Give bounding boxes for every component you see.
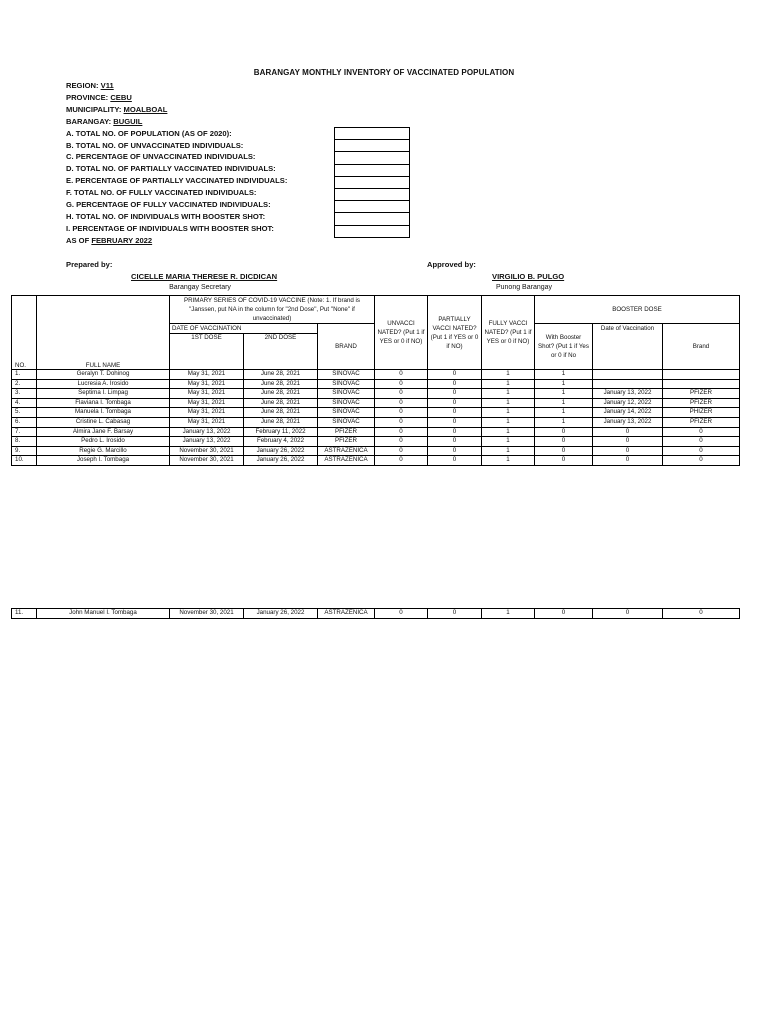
table-row [12, 446, 740, 456]
full-name-cell: John Manuel I. Tombaga [37, 609, 170, 619]
header-no: NO. [12, 296, 37, 370]
booster-date-cell: 0 [593, 456, 663, 466]
approved-by-label: Approved by: [427, 260, 476, 269]
fully-vaccinated-flag-cell: 1 [482, 389, 535, 399]
full-name-cell: Manuela I. Tombaga [37, 408, 170, 418]
inventory-table [11, 295, 740, 466]
partially-vaccinated-flag-cell: 0 [428, 370, 482, 380]
booster-flag-cell: 0 [535, 437, 593, 447]
fully-vaccinated-flag-cell: 1 [482, 446, 535, 456]
header-second-dose: 2ND DOSE [244, 334, 318, 370]
header-with-booster: With Booster Shot? (Put 1 if Yes or 0 if No [535, 324, 593, 370]
booster-flag-cell: 0 [535, 456, 593, 466]
second-dose-date-cell: February 11, 2022 [244, 427, 318, 437]
second-dose-date-cell: February 4, 2022 [244, 437, 318, 447]
table-row [12, 456, 740, 466]
partially-vaccinated-flag-cell: 0 [428, 408, 482, 418]
summary-item: A. TOTAL NO. OF POPULATION (AS OF 2020): [66, 128, 232, 138]
header-full-name: FULL NAME [37, 296, 170, 370]
municipality-value: MOALBOAL [123, 104, 168, 114]
booster-flag-cell: 1 [535, 408, 593, 418]
booster-brand-cell: 0 [663, 427, 740, 437]
unvaccinated-flag-cell: 0 [375, 609, 428, 619]
summary-value-box[interactable] [334, 127, 410, 139]
unvaccinated-flag-cell: 0 [375, 379, 428, 389]
summary-item: D. TOTAL NO. OF PARTIALLY VACCINATED INDIVIDUALS: [66, 164, 276, 174]
table-row [12, 408, 740, 418]
preparer-name: CICELLE MARIA THERESE R. DICDICAN [131, 272, 278, 281]
first-dose-date-cell: May 31, 2021 [170, 398, 244, 408]
booster-date-cell: January 12, 2022 [593, 398, 663, 408]
row-number-cell: 11. [12, 609, 37, 619]
fully-vaccinated-flag-cell: 1 [482, 427, 535, 437]
vaccine-brand-cell: ASTRAZENICA [318, 456, 375, 466]
summary-item: E. PERCENTAGE OF PARTIALLY VACCINATED INDIVIDUALS: [66, 176, 288, 186]
as-of-label: AS OF [66, 235, 90, 245]
booster-date-cell: January 13, 2022 [593, 389, 663, 399]
fully-vaccinated-flag-cell: 1 [482, 379, 535, 389]
header-brand: BRAND [318, 324, 375, 370]
full-name-cell: Joseph I. Tombaga [37, 456, 170, 466]
table-row [12, 609, 740, 619]
table-row [12, 370, 740, 380]
document-title: BARANGAY MONTHLY INVENTORY OF VACCINATED POPULATION [253, 68, 515, 77]
region-label: REGION: [66, 81, 99, 90]
as-of-line [66, 235, 287, 247]
second-dose-date-cell: June 28, 2021 [244, 379, 318, 389]
summary-item: C. PERCENTAGE OF UNVACCINATED INDIVIDUALS: [66, 152, 256, 162]
partially-vaccinated-flag-cell: 0 [428, 456, 482, 466]
booster-date-cell: 0 [593, 427, 663, 437]
fully-vaccinated-flag-cell: 1 [482, 408, 535, 418]
booster-flag-cell: 0 [535, 427, 593, 437]
inventory-rows [12, 370, 740, 466]
booster-brand-cell: PFIZER [663, 389, 740, 399]
summary-item: B. TOTAL NO. OF UNVACCINATED INDIVIDUALS: [66, 140, 244, 150]
unvaccinated-flag-cell: 0 [375, 437, 428, 447]
summary-value-boxes [334, 127, 410, 238]
inventory-rows-continued [12, 609, 740, 619]
row-number-cell: 3. [12, 389, 37, 399]
vaccine-brand-cell: SINOVAC [318, 389, 375, 399]
row-number-cell: 4. [12, 398, 37, 408]
full-name-cell: Pedro L. Irosido [37, 437, 170, 447]
unvaccinated-flag-cell: 0 [375, 398, 428, 408]
table-row [12, 437, 740, 447]
as-of-value: FEBRUARY 2022 [91, 235, 153, 245]
vaccine-brand-cell: SINOVAC [318, 408, 375, 418]
header-booster-dose: BOOSTER DOSE [535, 296, 740, 324]
approver-title: Punong Barangay [495, 284, 553, 291]
table-row [12, 427, 740, 437]
header-partially-vaccinated: PARTIALLY VACCI NATED? (Put 1 if YES or 0 if NO) [428, 296, 482, 370]
fully-vaccinated-flag-cell: 1 [482, 370, 535, 380]
booster-brand-cell: 0 [663, 456, 740, 466]
booster-date-cell [593, 370, 663, 380]
booster-date-cell: January 14, 2022 [593, 408, 663, 418]
fully-vaccinated-flag-cell: 1 [482, 437, 535, 447]
header-fully-vaccinated: FULLY VACCI NATED? (Put 1 if YES or 0 if NO) [482, 296, 535, 370]
province-line [66, 92, 287, 104]
header-booster-brand: Brand [663, 324, 740, 370]
first-dose-date-cell: May 31, 2021 [170, 389, 244, 399]
vaccine-brand-cell: SINOVAC [318, 398, 375, 408]
barangay-value: BUGUIL [113, 116, 143, 126]
header-booster-date: Date of Vaccination [593, 324, 663, 370]
unvaccinated-flag-cell: 0 [375, 417, 428, 427]
summary-value-box[interactable] [334, 188, 410, 200]
partially-vaccinated-flag-cell: 0 [428, 417, 482, 427]
location-block [66, 80, 287, 247]
first-dose-date-cell: May 31, 2021 [170, 417, 244, 427]
second-dose-date-cell: January 26, 2022 [244, 609, 318, 619]
summary-value-box[interactable] [334, 200, 410, 212]
vaccine-brand-cell: ASTRAZENICA [318, 446, 375, 456]
summary-value-box[interactable] [334, 164, 410, 176]
province-value: CEBU [110, 92, 132, 102]
booster-flag-cell: 0 [535, 446, 593, 456]
fully-vaccinated-flag-cell: 1 [482, 456, 535, 466]
approver-name: VIRGILIO B. PULGO [492, 272, 565, 281]
booster-brand-cell [663, 379, 740, 389]
municipality-line [66, 104, 287, 116]
first-dose-date-cell: November 30, 2021 [170, 446, 244, 456]
header-date-of-vaccination: DATE OF VACCINATION [170, 324, 318, 334]
partially-vaccinated-flag-cell: 0 [428, 427, 482, 437]
summary-value-box[interactable] [334, 151, 410, 163]
province-label: PROVINCE: [66, 92, 109, 102]
second-dose-date-cell: June 28, 2021 [244, 398, 318, 408]
second-dose-date-cell: June 28, 2021 [244, 408, 318, 418]
full-name-cell: Geralyn T. Dohinog [37, 370, 170, 380]
partially-vaccinated-flag-cell: 0 [428, 398, 482, 408]
row-number-cell: 10. [12, 456, 37, 466]
summary-value-box[interactable] [334, 176, 410, 188]
booster-flag-cell: 1 [535, 370, 593, 380]
fully-vaccinated-flag-cell: 1 [482, 609, 535, 619]
booster-brand-cell: 0 [663, 609, 740, 619]
second-dose-date-cell: June 28, 2021 [244, 417, 318, 427]
summary-item: H. TOTAL NO. OF INDIVIDUALS WITH BOOSTER SHOT: [66, 211, 266, 221]
header-unvaccinated: UNVACCI NATED? (Put 1 if YES or 0 if NO) [375, 296, 428, 370]
booster-flag-cell: 0 [535, 609, 593, 619]
table-row [12, 389, 740, 399]
row-number-cell: 8. [12, 437, 37, 447]
vaccine-brand-cell: PFIZER [318, 437, 375, 447]
summary-item: I. PERCENTAGE OF INDIVIDUALS WITH BOOSTER SHOT: [66, 223, 274, 233]
second-dose-date-cell: June 28, 2021 [244, 370, 318, 380]
row-number-cell: 9. [12, 446, 37, 456]
first-dose-date-cell: January 13, 2022 [170, 427, 244, 437]
vaccine-brand-cell: ASTRAZENICA [318, 609, 375, 619]
booster-brand-cell: 0 [663, 437, 740, 447]
row-number-cell: 7. [12, 427, 37, 437]
region-line [66, 80, 287, 92]
booster-date-cell: 0 [593, 446, 663, 456]
municipality-label: MUNICIPALITY: [66, 104, 122, 114]
unvaccinated-flag-cell: 0 [375, 389, 428, 399]
full-name-cell: Almira Jane F. Barsay [37, 427, 170, 437]
row-number-cell: 2. [12, 379, 37, 389]
full-name-cell: Flaviana I. Tombaga [37, 398, 170, 408]
unvaccinated-flag-cell: 0 [375, 370, 428, 380]
full-name-cell: Cristine L. Cabasag [37, 417, 170, 427]
booster-brand-cell: PFIZER [663, 398, 740, 408]
partially-vaccinated-flag-cell: 0 [428, 437, 482, 447]
row-number-cell: 1. [12, 370, 37, 380]
first-dose-date-cell: January 13, 2022 [170, 437, 244, 447]
unvaccinated-flag-cell: 0 [375, 427, 428, 437]
table-row [12, 379, 740, 389]
second-dose-date-cell: June 28, 2021 [244, 389, 318, 399]
fully-vaccinated-flag-cell: 1 [482, 417, 535, 427]
partially-vaccinated-flag-cell: 0 [428, 446, 482, 456]
vaccine-brand-cell: SINOVAC [318, 370, 375, 380]
booster-date-cell: 0 [593, 437, 663, 447]
table-row [12, 417, 740, 427]
vaccine-brand-cell: PFIZER [318, 427, 375, 437]
booster-date-cell: January 13, 2022 [593, 417, 663, 427]
vaccine-brand-cell: SINOVAC [318, 417, 375, 427]
summary-item: F. TOTAL NO. OF FULLY VACCINATED INDIVIDUALS: [66, 188, 257, 198]
summary-value-box[interactable] [334, 212, 410, 224]
table-row [12, 398, 740, 408]
summary-value-box[interactable] [334, 225, 410, 238]
first-dose-date-cell: November 30, 2021 [170, 456, 244, 466]
header-first-dose: 1ST DOSE [170, 334, 244, 370]
second-dose-date-cell: January 26, 2022 [244, 446, 318, 456]
second-dose-date-cell: January 26, 2022 [244, 456, 318, 466]
booster-brand-cell: 0 [663, 446, 740, 456]
unvaccinated-flag-cell: 0 [375, 408, 428, 418]
booster-brand-cell: PFIZER [663, 417, 740, 427]
full-name-cell: Lucresia A. Irosido [37, 379, 170, 389]
booster-flag-cell: 1 [535, 398, 593, 408]
row-number-cell: 5. [12, 408, 37, 418]
unvaccinated-flag-cell: 0 [375, 446, 428, 456]
booster-date-cell [593, 379, 663, 389]
barangay-line [66, 116, 287, 128]
booster-flag-cell: 1 [535, 417, 593, 427]
partially-vaccinated-flag-cell: 0 [428, 389, 482, 399]
unvaccinated-flag-cell: 0 [375, 456, 428, 466]
full-name-cell: Septima I. Limpag [37, 389, 170, 399]
partially-vaccinated-flag-cell: 0 [428, 609, 482, 619]
row-number-cell: 6. [12, 417, 37, 427]
booster-brand-cell [663, 370, 740, 380]
booster-date-cell: 0 [593, 609, 663, 619]
booster-flag-cell: 1 [535, 389, 593, 399]
inventory-table-continued [11, 608, 740, 619]
full-name-cell: Regie G. Marcillo [37, 446, 170, 456]
booster-flag-cell: 1 [535, 379, 593, 389]
first-dose-date-cell: November 30, 2021 [170, 609, 244, 619]
first-dose-date-cell: May 31, 2021 [170, 408, 244, 418]
partially-vaccinated-flag-cell: 0 [428, 379, 482, 389]
fully-vaccinated-flag-cell: 1 [482, 398, 535, 408]
prepared-by-label: Prepared by: [66, 260, 113, 269]
first-dose-date-cell: May 31, 2021 [170, 379, 244, 389]
preparer-title: Barangay Secretary [169, 284, 231, 291]
region-value: V11 [100, 81, 114, 90]
booster-brand-cell: PHIZER [663, 408, 740, 418]
summary-item: G. PERCENTAGE OF FULLY VACCINATED INDIVIDUALS: [66, 200, 271, 210]
summary-value-box[interactable] [334, 139, 410, 151]
barangay-label: BARANGAY: [66, 116, 112, 126]
vaccine-brand-cell: SINOVAC [318, 379, 375, 389]
header-primary-series: PRIMARY SERIES OF COVID-19 VACCINE (Note: 1. If brand is "Janssen, put NA in the column for "2nd Dose", Put "None" if unvaccinated) [170, 296, 375, 324]
first-dose-date-cell: May 31, 2021 [170, 370, 244, 380]
